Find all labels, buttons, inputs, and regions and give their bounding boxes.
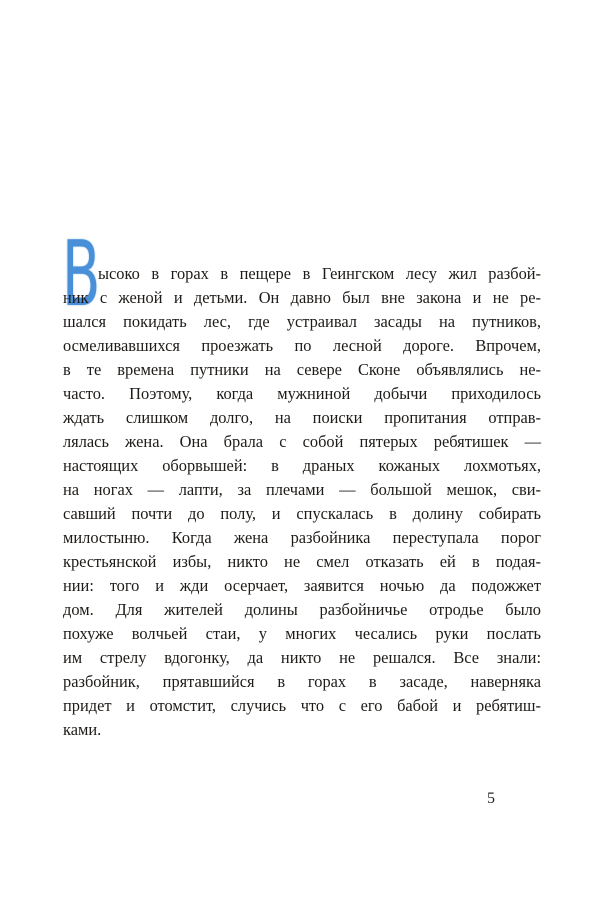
text-line: ысоко в горах в пещере в Геингском лесу жил разбой- bbox=[98, 264, 541, 283]
text-line: милостыню. Когда жена разбойника переступала порог bbox=[63, 528, 541, 547]
text-line: ждать слишком долго, на поиски пропитания отправ- bbox=[63, 408, 541, 427]
text-line: нии: того и жди осерчает, заявится ночью да подожжет bbox=[63, 576, 541, 595]
text-line: похуже волчьей стаи, у многих чесались руки послать bbox=[63, 624, 541, 643]
text-line: в те времена путники на севере Сконе объявлялись не- bbox=[63, 360, 541, 379]
text-line: ник с женой и детьми. Он давно был вне закона и не ре- bbox=[63, 288, 541, 307]
text-line: крестьянской избы, никто не смел отказать ей в подая- bbox=[63, 552, 541, 571]
drop-cap-letter: В bbox=[62, 222, 101, 327]
text-line: на ногах — лапти, за плечами — большой мешок, сви- bbox=[63, 480, 541, 499]
text-line: ками. bbox=[63, 720, 102, 739]
text-line: разбойник, прятавшийся в горах в засаде, наверняка bbox=[63, 672, 541, 691]
text-line: придет и отомстит, случись что с его бабой и ребятиш- bbox=[63, 696, 541, 715]
text-line: савший почти до полу, и спускалась в долину собирать bbox=[63, 504, 541, 523]
page-number: 5 bbox=[487, 790, 495, 807]
text-line: лялась жена. Она брала с собой пятерых ребятишек — bbox=[63, 432, 541, 451]
text-line: им стрелу вдогонку, да никто не решался. Все знали: bbox=[63, 648, 541, 667]
text-line: шался покидать лес, где устраивал засады на путников, bbox=[63, 312, 541, 331]
text-line: осмеливавшихся проезжать по лесной дороге. Впрочем, bbox=[63, 336, 541, 355]
text-line: настоящих оборвышей: в драных кожаных лохмотьях, bbox=[63, 456, 541, 475]
text-line: часто. Поэтому, когда мужниной добычи приходилось bbox=[63, 384, 541, 403]
text-line: дом. Для жителей долины разбойничье отродье было bbox=[63, 600, 541, 619]
